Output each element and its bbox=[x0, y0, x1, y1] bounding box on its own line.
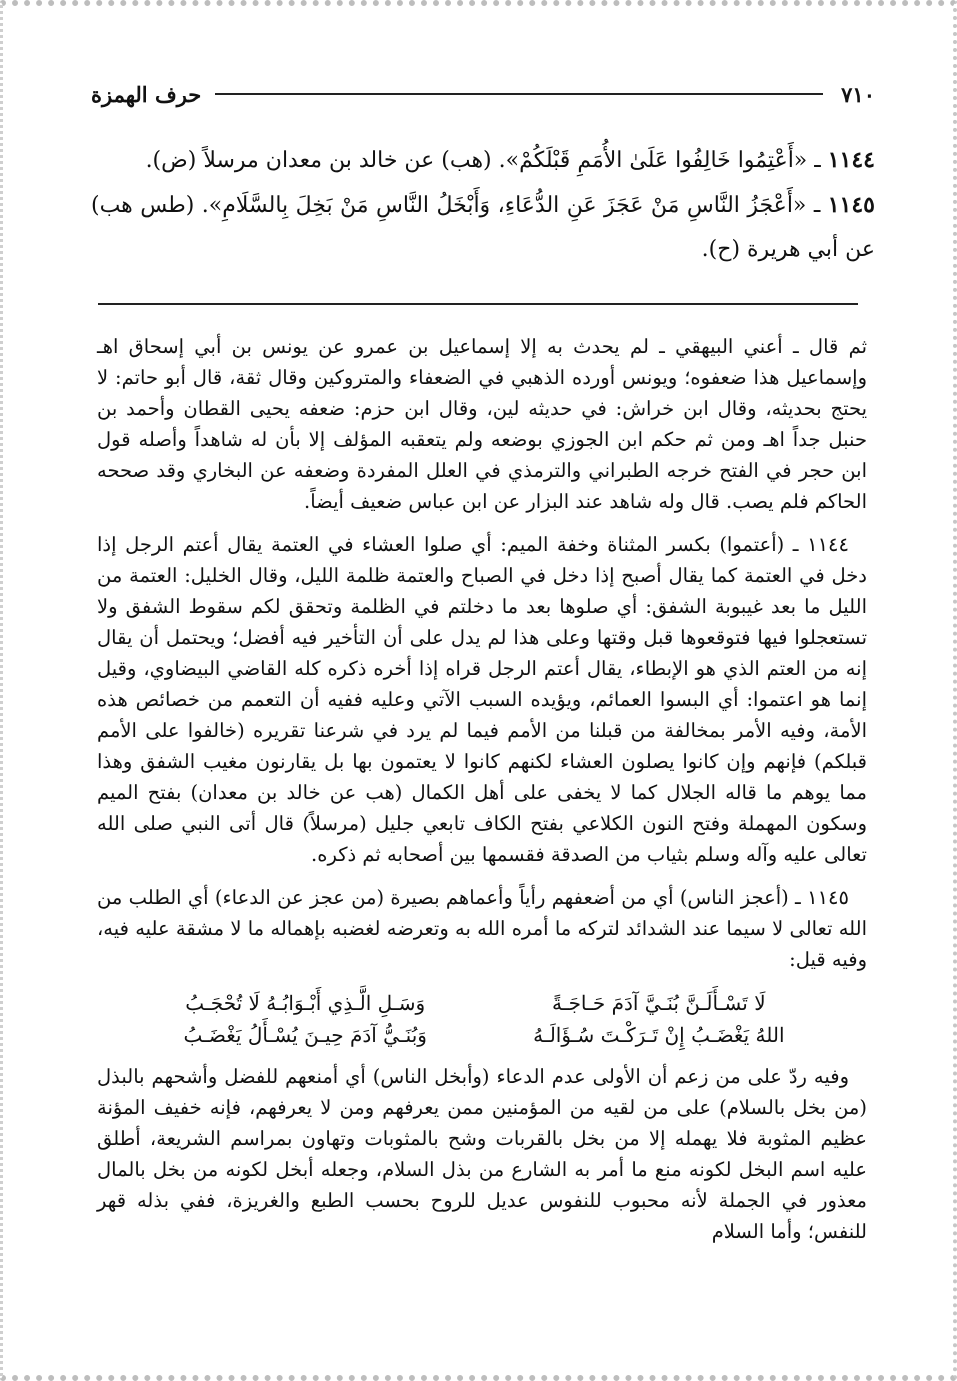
hadith-number: ١١٤٤ bbox=[827, 147, 875, 173]
poem-verse bbox=[142, 987, 822, 1019]
commentary-paragraph-3: ١١٤٥ ـ (أعجز الناس) أي من أضعفهم رأياً وأعماهم بصيرة (من عجز عن الدعاء) أي الطلب من الله تعالى لا سيما عند الشدائد لتركه ما أمره الله به وتعرضه لغضبه بإهماله ما لا مشقة عليه فيه، وفيه قيل: bbox=[97, 886, 867, 971]
poem-verse bbox=[142, 1019, 822, 1051]
verse-second-half: وَسَـلِ الَّـذِي أَبْـوَابُـهُ لَا تُحْجَـبُ bbox=[185, 991, 426, 1015]
verse-second-half: وَبُنَـيُّ آدَمَ حِيـنَ يُسْـأَلُ يَغْضَـبُ bbox=[183, 1023, 427, 1047]
commentary-paragraph-2: ١١٤٤ ـ (أعتموا) بكسر المثناة وخفة الميم: أي صلوا العشاء في العتمة يقال أعتم الرجل إذا دخل في العتمة كما يقال أصبح إذا دخل في الصباح والعتمة ظلمة الليل، وقال الخليل: العتمة من الليل ما بعد غيبوبة الشفق: أي صلوها بعد ما دخلتم في الظلمة وتحقق لكم سقوط الشفق ولا تستعجلوا فيها فتوقعوها قبل وقتها وعلى هذا لم يدل على أن التأخير فيه أفضل؛ ويحتمل أن يقال إنه من العتم الذي هو الإبطاء، يقال أعتم الرجل قراه إذا أخره ذكره كله القاضي البيضاوي، وقيل إنما هو اعتموا: أي البسوا العمائم، ويؤيده السبب الآتي وعليه ففيه أن التعمم من خصائص هذه الأمة، وفيه الأمر بمخالفة من قبلنا من الأمم فيما لم يرد في شرعنا تقريره (خالفوا على الأمم قبلكم) فإنهم وإن كانوا يصلون العشاء لكنهم كانوا لا يعتمون بها بل يقارنون مغيب الشفق وهذا مما يوهم ما قاله الجلال كما لا يخفى على أهل الكمال (هب عن خالد بن معدان) بفتح الميم وسكون المهملة وفتح النون الكلاعي بفتح الكاف تابعي جليل (مرسلاً) قال أتى النبي صلى الله تعالى عليه وآله وسلم بثياب من الصدقة فقسمها بين أصحابه ثم ذكره. bbox=[97, 533, 867, 866]
hadith-block bbox=[91, 138, 875, 272]
poem bbox=[142, 987, 822, 1051]
hadith-dash: ـ bbox=[806, 193, 821, 218]
header-rule bbox=[215, 93, 823, 95]
footnote-separator bbox=[98, 303, 858, 305]
hadith-1145 bbox=[91, 183, 875, 272]
page-number: ٧١٠ bbox=[841, 81, 875, 107]
chapter-title: حرف الهمزة bbox=[91, 81, 202, 107]
hadith-dash: ـ bbox=[807, 148, 821, 173]
hadith-1144 bbox=[91, 138, 875, 183]
commentary-paragraph-4: وفيه ردّ على من زعم أن الأولى عدم الدعاء (وأبخل الناس) أي أمنعهم للفضل وأشحهم بالبذل (من بخل بالسلام) على من لقيه من المؤمنين ممن يعرفهم ومن لا يعرفهم، فإنه خفيف المؤنة عظيم المثوبة فلا يهمله إلا من بخل بالقربات وشح بالمثوبات وتهاون بمراسم الشريعة، أطلق عليه اسم البخل لكونه منع ما أمر به الشارع من بذل السلام، وجعله أبخل لكونه من بخل بالمال معذور في الجملة لأنه محبوب للنفوس عديل للروح بحسب الطبع والغريزة، ففي بذله قهر للنفس؛ وأما السلام bbox=[97, 1065, 867, 1243]
hadith-number: ١١٤٥ bbox=[827, 192, 875, 218]
commentary bbox=[97, 331, 867, 1259]
verse-first-half: لَا تَسْـأَلَـنَّ بُنَـيَّ آدَمَ حَـاجَـةً bbox=[551, 991, 766, 1015]
hadith-text: «أَعْتِمُوا خَالِفُوا عَلَىٰ الأُمَمِ قَبْلَكُمْ». (هب) عن خالد بن معدان مرسلاً (ض). bbox=[145, 148, 808, 173]
verse-first-half: اللهُ يَغْضَـبُ إِنْ تَـرَكْـتَ سُـؤَالَـهُ bbox=[533, 1023, 785, 1047]
commentary-paragraph-1: ثم قال ـ أعني البيهقي ـ لم يحدث به إلا إسماعيل بن عمرو عن يونس بن أبي إسحاق اهـ وإسماعيل هذا ضعفوه؛ ويونس أورده الذهبي في الضعفاء والمتروكين وقال ثقة، قال أبو حاتم: لا يحتج بحديثه، وقال ابن خراش: في حديثه لين، وقال ابن حزم: ضعفه يحيى القطان وأحمد بن حنبل جداً اهـ ومن ثم حكم ابن الجوزي بوضعه ولم يتعقبه المؤلف إلا بأن له شاهداً وأصله قول ابن حجر في الفتح خرجه الطبراني والترمذي في العلل المفردة وضعفه عن البخاري وقد صححه الحاكم فلم يصب. قال وله شاهد عند البزار عن ابن عباس ضعيف أيضاً. bbox=[97, 335, 867, 513]
hadith-text: «أَعْجَزُ النَّاسِ مَنْ عَجَزَ عَنِ الدُّعَاءِ، وَأَبْخَلُ النَّاسِ مَنْ بَخِلَ بِالسَّلَامِ». (طس هب) عن أبي هريرة (ح). bbox=[91, 193, 875, 262]
running-head bbox=[91, 74, 875, 114]
